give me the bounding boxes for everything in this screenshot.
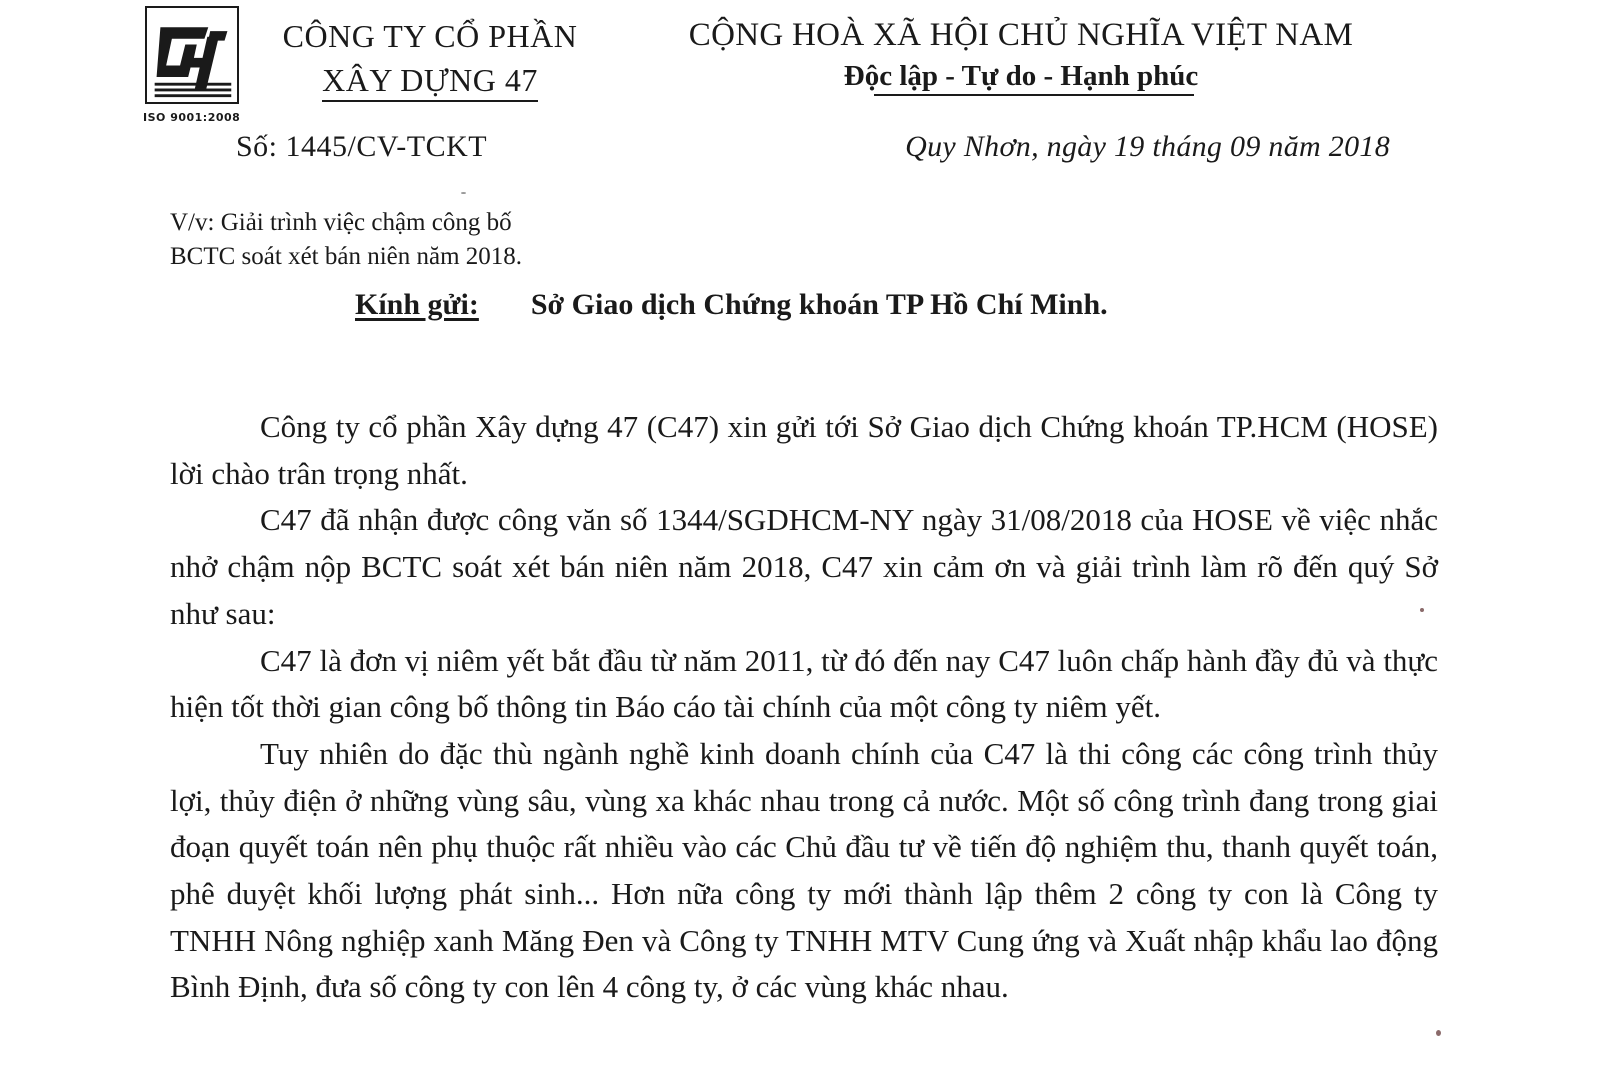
addressee-recipient: Sở Giao dịch Chứng khoán TP Hồ Chí Minh.	[530, 288, 1108, 321]
addressee-line	[355, 288, 1108, 322]
subject-line1: V/v: Giải trình việc chậm công bố	[170, 209, 512, 236]
national-title: CỘNG HOÀ XÃ HỘI CHỦ NGHĨA VIỆT NAM	[688, 17, 1354, 53]
body-paragraph: C47 là đơn vị niêm yết bắt đầu từ năm 2011, từ đó đến nay C47 luôn chấp hành đầy đủ và thực hiện tốt thời gian công bố thông tin Báo cáo tài chính của một công ty niêm yết.	[170, 642, 1438, 725]
letter-body	[170, 404, 1438, 1011]
national-motto: Độc lập - Tự do - Hạnh phúc	[843, 60, 1199, 92]
company-name-line2: XÂY DỰNG 47	[322, 60, 538, 102]
motto-underline	[874, 94, 1194, 96]
company-name-line1: CÔNG TY CỔ PHẦN	[282, 18, 578, 54]
body-paragraph: Tuy nhiên do đặc thù ngành nghề kinh doanh chính của C47 là thi công các công trình thủy lợi, thủy điện ở những vùng sâu, vùng xa khác nhau trong cả nước. Một số công trình đang trong giai đoạn quyết toán nên phụ thuộc rất nhiều vào các Chủ đầu tư về tiến độ nghiệm thu, thanh quyết toán, phê duyệt khối lượng phát sinh... Hơn nữa công ty mới thành lập thêm 2 công ty con là Công ty TNHH Nông nghiệp xanh Măng Đen và Công ty TNHH MTV Cung ứng và Xuất nhập khẩu lao động Bình Định, đưa số công ty con lên 4 công ty, ở các vùng khác nhau.	[170, 735, 1438, 1005]
place-and-date: Quy Nhơn, ngày 19 tháng 09 năm 2018	[905, 130, 1390, 163]
iso-certification: ISO 9001:2008	[143, 111, 241, 124]
addressee-label: Kính gửi:	[355, 288, 479, 321]
company-logo	[145, 6, 239, 104]
c47-logo-icon	[147, 8, 237, 102]
scan-speck	[1420, 608, 1424, 612]
scan-speck	[1436, 1030, 1441, 1036]
subject-line2: BCTC soát xét bán niên năm 2018.	[170, 243, 523, 270]
body-paragraph: C47 đã nhận được công văn số 1344/SGDHCM-NY ngày 31/08/2018 của HOSE về việc nhắc nhở chậm nộp BCTC soát xét bán niên năm 2018, C47 xin cảm ơn và giải trình làm rõ đến quý Sở như sau:	[170, 502, 1438, 631]
document-number: Số: 1445/CV-TCKT	[236, 130, 488, 163]
company-header	[260, 14, 600, 102]
body-paragraph: Công ty cổ phần Xây dựng 47 (C47) xin gửi tới Sở Giao dịch Chứng khoán TP.HCM (HOSE) lời chào trân trọng nhất.	[170, 409, 1438, 491]
scan-speck	[461, 192, 466, 194]
national-header	[652, 14, 1390, 96]
subject-block	[170, 206, 522, 274]
